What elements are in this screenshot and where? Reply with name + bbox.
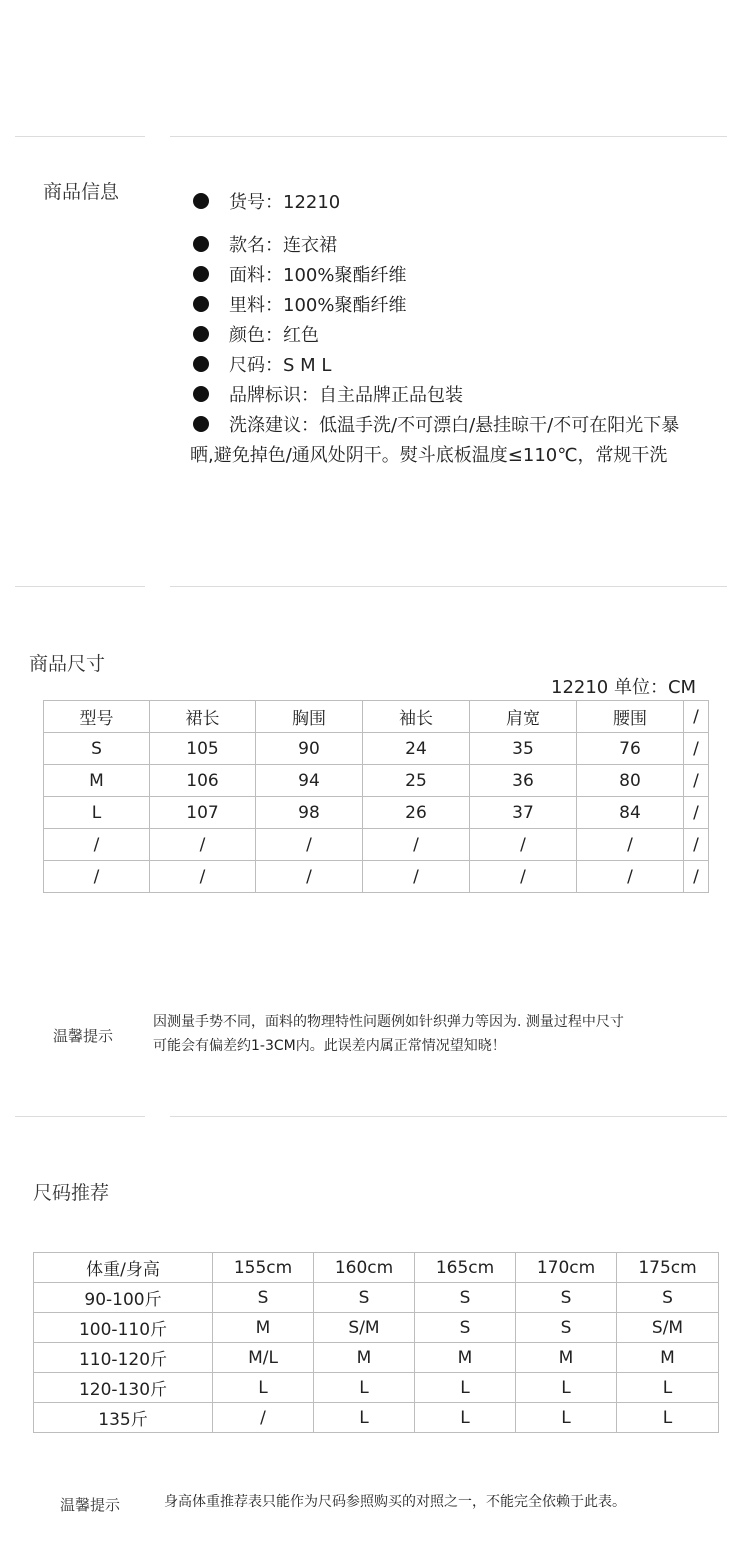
table-cell: S [213,1283,314,1313]
table-cell: L [44,797,150,829]
table-cell: / [363,829,470,861]
table-cell: L [314,1403,415,1433]
table-cell: L [415,1403,516,1433]
table-cell: M/L [213,1343,314,1373]
info-item-size [190,351,750,381]
header-cell: 170cm [516,1253,617,1283]
divider-long-2 [170,586,727,587]
info-item-sku [190,188,750,218]
wash-line-2: 晒,避免掉色/通风处阴干。熨斗底板温度≤110℃，常规干洗 [190,445,668,466]
table-cell: S [617,1283,719,1313]
table-cell: 37 [470,797,577,829]
table-row [44,797,709,829]
bullet-icon [193,326,209,342]
table-cell: 105 [150,733,256,765]
bullet-icon [193,416,209,432]
table-cell: 120-130斤 [34,1373,213,1403]
info-text: 面料：100%聚酯纤维 [229,265,407,286]
table-cell: 107 [150,797,256,829]
info-item-washing [190,411,750,466]
info-item-color [190,321,750,351]
recommend-table-header [34,1253,719,1283]
table-cell: / [684,829,709,861]
table-cell: S [44,733,150,765]
unit-label: 12210 单位：CM [551,677,697,698]
table-row [44,829,709,861]
table-cell: 135斤 [34,1403,213,1433]
divider-long-1 [170,136,727,137]
table-cell: S [415,1313,516,1343]
table-cell: 26 [363,797,470,829]
table-row [44,765,709,797]
table-cell: / [470,829,577,861]
table-cell: L [617,1373,719,1403]
table-cell: / [684,797,709,829]
table-cell: / [213,1403,314,1433]
table-cell: 90 [256,733,363,765]
info-text: 里料：100%聚酯纤维 [229,295,407,316]
table-row [34,1403,719,1433]
divider-short-3 [15,1116,145,1117]
info-text: 品牌标识：自主品牌正品包装 [229,385,463,406]
table-cell: 110-120斤 [34,1343,213,1373]
bullet-icon [193,266,209,282]
table-row [34,1313,719,1343]
header-cell: 165cm [415,1253,516,1283]
table-cell: L [415,1373,516,1403]
info-item-brand [190,381,750,411]
table-cell: L [617,1403,719,1433]
table-cell: 36 [470,765,577,797]
bullet-icon [193,193,209,209]
tip-line-1: 因测量手势不同，面料的物理特性问题例如针织弹力等因为. 测量过程中尺寸 [153,1014,624,1030]
tip-label-2: 温馨提示 [60,1496,121,1514]
header-cell: 175cm [617,1253,719,1283]
info-item-style [190,231,750,261]
table-cell: L [213,1373,314,1403]
table-cell: M [415,1343,516,1373]
table-cell: / [256,829,363,861]
table-cell: L [516,1403,617,1433]
table-cell: S [516,1283,617,1313]
recommend-section-title: 尺码推荐 [33,1182,110,1204]
bullet-icon [193,386,209,402]
table-cell: 35 [470,733,577,765]
table-cell: 98 [256,797,363,829]
header-cell: / [684,701,709,733]
info-text: 尺码：S M L [229,355,332,376]
table-cell: / [684,765,709,797]
bullet-icon [193,296,209,312]
header-cell: 型号 [44,701,150,733]
size-table-header [44,701,709,733]
table-cell: / [577,861,684,893]
table-row [34,1343,719,1373]
info-text: 款名：连衣裙 [229,235,337,256]
table-cell: S [314,1283,415,1313]
table-cell: M [314,1343,415,1373]
table-cell: / [150,861,256,893]
table-cell: / [44,861,150,893]
table-row [44,733,709,765]
info-item-lining [190,291,750,321]
table-cell: 84 [577,797,684,829]
divider-long-3 [170,1116,727,1117]
table-cell: 90-100斤 [34,1283,213,1313]
table-cell: M [213,1313,314,1343]
table-row [34,1283,719,1313]
table-cell: S/M [314,1313,415,1343]
table-cell: L [516,1373,617,1403]
table-cell: L [314,1373,415,1403]
table-cell: / [684,733,709,765]
header-cell: 155cm [213,1253,314,1283]
table-cell: S [516,1313,617,1343]
table-cell: 106 [150,765,256,797]
table-cell: / [363,861,470,893]
table-row [44,861,709,893]
table-cell: M [516,1343,617,1373]
table-cell: 80 [577,765,684,797]
tip-label: 温馨提示 [53,1027,114,1045]
table-cell: M [617,1343,719,1373]
table-cell: 24 [363,733,470,765]
table-cell: / [470,861,577,893]
header-cell: 肩宽 [470,701,577,733]
divider-short-2 [15,586,145,587]
header-cell: 体重/身高 [34,1253,213,1283]
size-recommend-table [33,1252,719,1433]
size-table [43,700,709,893]
table-cell: 25 [363,765,470,797]
table-cell: / [256,861,363,893]
tip-text [153,1010,743,1058]
info-text: 颜色：红色 [229,325,319,346]
table-cell: / [684,861,709,893]
table-cell: S [415,1283,516,1313]
header-cell: 160cm [314,1253,415,1283]
info-item-fabric [190,261,750,291]
header-cell: 胸围 [256,701,363,733]
table-cell: / [577,829,684,861]
header-cell: 腰围 [577,701,684,733]
table-cell: 76 [577,733,684,765]
header-cell: 袖长 [363,701,470,733]
table-cell: 100-110斤 [34,1313,213,1343]
bullet-icon [193,356,209,372]
product-info-title: 商品信息 [43,181,120,203]
bullet-icon [193,236,209,252]
header-cell: 裙长 [150,701,256,733]
table-cell: / [150,829,256,861]
table-cell: 94 [256,765,363,797]
table-cell: M [44,765,150,797]
wash-line-1: 洗涤建议：低温手洗/不可漂白/悬挂晾干/不可在阳光下暴 [229,415,680,436]
table-row [34,1373,719,1403]
table-cell: S/M [617,1313,719,1343]
size-section-title: 商品尺寸 [29,653,106,675]
divider-short-1 [15,136,145,137]
info-text: 货号：12210 [229,192,341,213]
tip-line-2: 可能会有偏差约1-3CM内。此误差内属正常情况望知晓！ [153,1038,506,1054]
tip-text-2: 身高体重推荐表只能作为尺码参照购买的对照之一，不能完全依赖于此表。 [164,1494,626,1510]
table-cell: / [44,829,150,861]
